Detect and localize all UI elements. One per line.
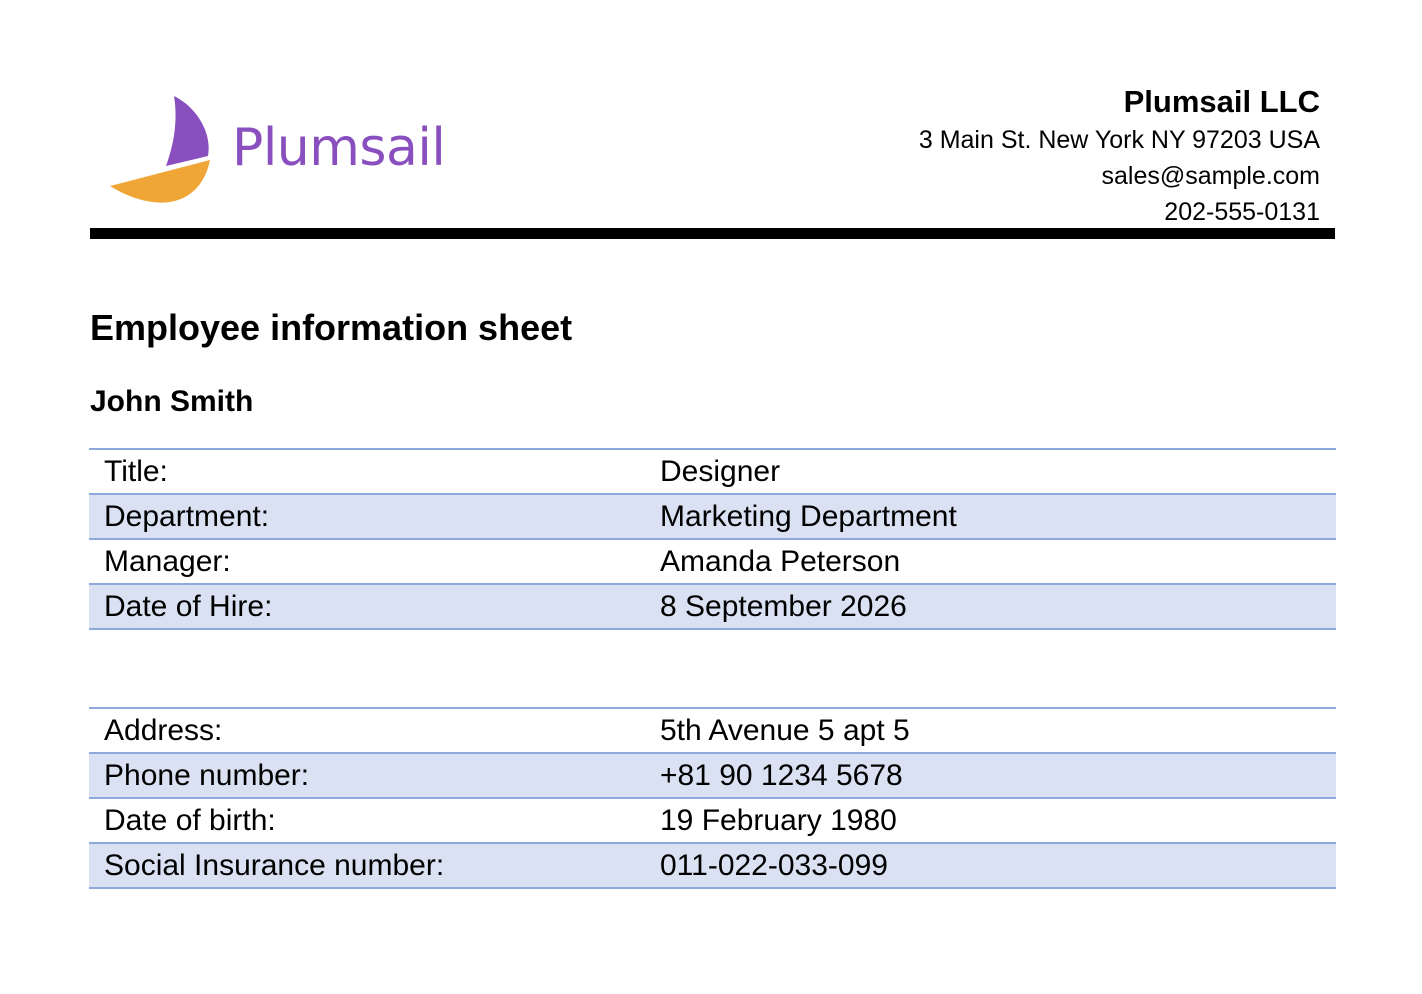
row-label-social-insurance-number: Social Insurance number: xyxy=(89,843,655,888)
page-title: Employee information sheet xyxy=(90,307,573,348)
table-row xyxy=(89,708,1336,753)
row-label-department: Department: xyxy=(89,494,655,539)
table-row xyxy=(89,753,1336,798)
row-value-date-of-hire: 8 September 2026 xyxy=(655,584,1336,629)
job-info-table xyxy=(89,448,1336,630)
table-row xyxy=(89,843,1336,888)
row-value-department: Marketing Department xyxy=(655,494,1336,539)
row-label-manager: Manager: xyxy=(89,539,655,584)
row-value-date-of-birth: 19 February 1980 xyxy=(655,798,1336,843)
company-info xyxy=(919,82,1320,230)
table-row xyxy=(89,449,1336,494)
row-value-manager: Amanda Peterson xyxy=(655,539,1336,584)
company-address: 3 Main St. New York NY 97203 USA xyxy=(918,126,1320,154)
row-label-title: Title: xyxy=(89,449,655,494)
company-email: sales@sample.com xyxy=(1101,162,1320,190)
table-row xyxy=(89,539,1336,584)
sail-logo-icon xyxy=(108,94,228,206)
header-divider xyxy=(90,228,1335,239)
table-row xyxy=(89,494,1336,539)
personal-info-table xyxy=(89,707,1336,889)
table-row xyxy=(89,584,1336,629)
plumsail-logo xyxy=(108,94,448,206)
row-value-social-insurance-number: 011-022-033-099 xyxy=(655,843,1336,888)
row-label-phone-number: Phone number: xyxy=(89,753,655,798)
row-label-address: Address: xyxy=(89,708,655,753)
document-header xyxy=(90,80,1335,230)
row-value-address: 5th Avenue 5 apt 5 xyxy=(655,708,1336,753)
company-phone: 202-555-0131 xyxy=(1164,198,1320,226)
row-value-title: Designer xyxy=(655,449,1336,494)
row-value-phone-number: +81 90 1234 5678 xyxy=(655,753,1336,798)
company-name: Plumsail LLC xyxy=(1123,84,1320,119)
employee-name: John Smith xyxy=(90,385,254,418)
table-row xyxy=(89,798,1336,843)
row-label-date-of-birth: Date of birth: xyxy=(89,798,655,843)
row-label-date-of-hire: Date of Hire: xyxy=(89,584,655,629)
logo-wordmark: Plumsail xyxy=(232,118,446,178)
